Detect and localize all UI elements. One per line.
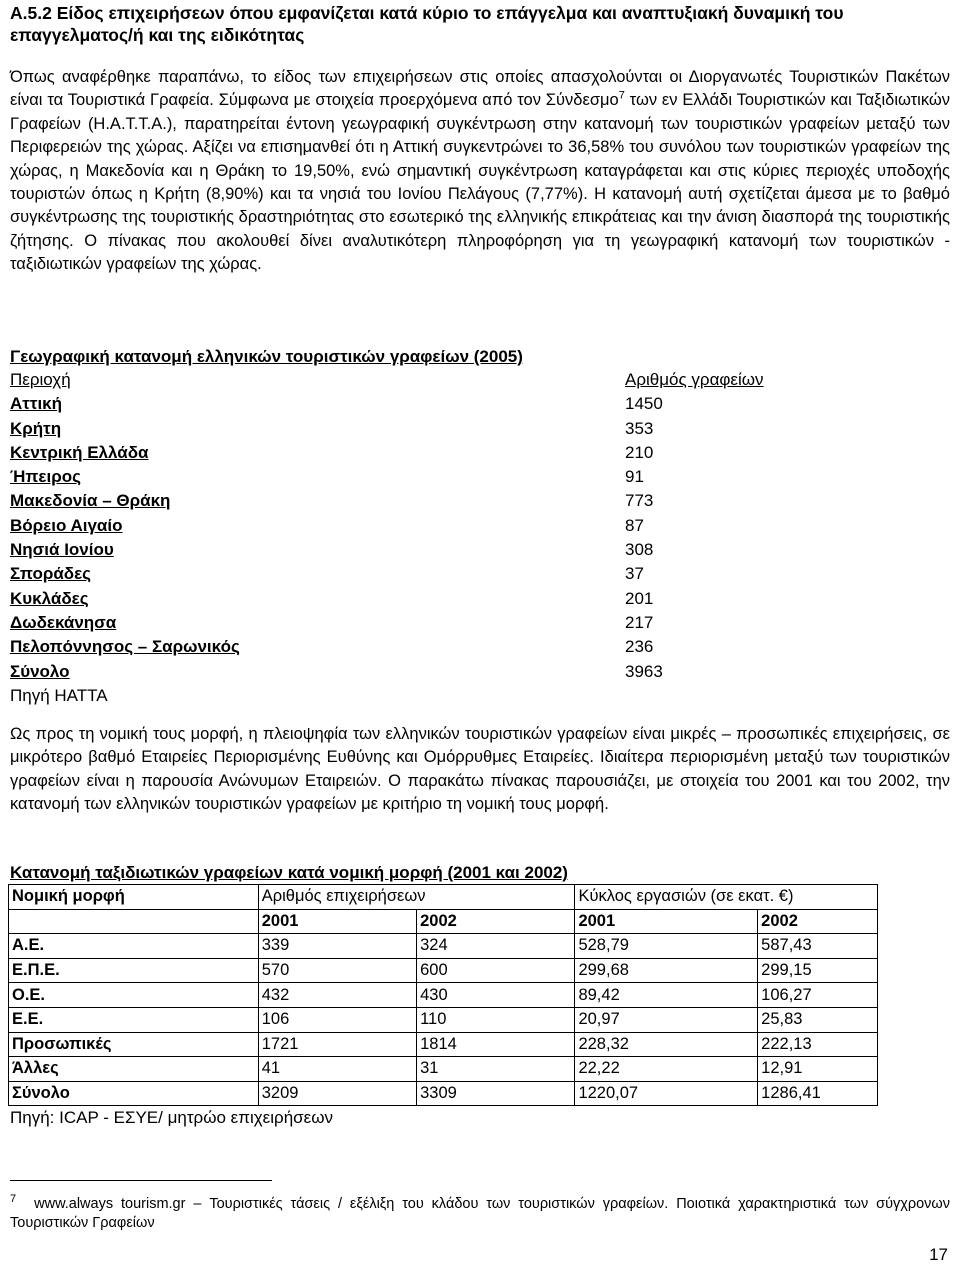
legal-form-paragraph: Ως προς τη νομική τους μορφή, η πλειοψηφία των ελληνικών τουριστικών γραφείων είναι μικρές – προσωπικές επιχειρήσεις, σε μικρότερο βαθμό Εταιρείες Περιορισμένης Ευθύνης και Ομόρρυθμες Εταιρείες. Ιδιαίτερα περιορισμένη μεταξύ των τουριστικών γραφείων είναι η παρουσία Ανώνυμων Εταιρειών. Ο παρακάτω πίνακας παρουσιάζει, με στοιχεία του 2001 και του 2002, την κατανομή των ελληνικών τουριστικών γραφείων με κριτήριο τη νομική τους μορφή. (10, 725, 950, 814)
table1-row (10, 392, 830, 416)
table1-row (10, 562, 830, 586)
table2-count-2002: 31 (417, 1057, 575, 1082)
table2-form: Ε.Π.Ε. (9, 958, 259, 983)
table2-year-turnover-2001: 2001 (575, 909, 758, 934)
table1-row (10, 489, 830, 513)
table2-year-count-2001: 2001 (258, 909, 416, 934)
table1-region: Πελοπόννησος – Σαρωνικός (10, 637, 240, 657)
table1-count: 1450 (625, 394, 663, 414)
table1-count: 3963 (625, 661, 663, 681)
table2-header-count: Αριθμός επιχειρήσεων (258, 885, 575, 910)
table2-turnover-2001: 1220,07 (575, 1081, 758, 1106)
table1-row (10, 514, 830, 538)
table2-header-turnover: Κύκλος εργασιών (σε εκατ. €) (575, 885, 878, 910)
table2-turnover-2001: 22,22 (575, 1057, 758, 1082)
table1-region: Νησιά Ιονίου (10, 540, 114, 560)
table2-count-2002: 430 (417, 983, 575, 1008)
footnote-divider (10, 1180, 272, 1181)
table2-row (9, 1007, 878, 1032)
table1-source-row (10, 684, 830, 708)
table1-region: Κυκλάδες (10, 588, 89, 608)
intro-paragraph (10, 66, 950, 277)
table2-count-2001: 570 (258, 958, 416, 983)
page-number: 17 (929, 1245, 948, 1264)
footnote-ref[interactable]: 7 (618, 89, 625, 102)
table1-region: Κεντρική Ελλάδα (10, 442, 149, 462)
table2-row (9, 1032, 878, 1057)
table2-turnover-2002: 587,43 (758, 934, 878, 959)
footnote-number: 7 (10, 1193, 17, 1205)
table1-region: Βόρειο Αιγαίο (10, 515, 123, 535)
table2-turnover-2002: 1286,41 (758, 1081, 878, 1106)
table2-header-row (9, 885, 878, 910)
table2-count-2001: 106 (258, 1007, 416, 1032)
table2-form: Ο.Ε. (9, 983, 259, 1008)
table2-source: Πηγή: ICAP - ΕΣΥΕ/ μητρώο επιχειρήσεων (10, 1108, 333, 1127)
table1-row (10, 417, 830, 441)
table2-count-2002: 1814 (417, 1032, 575, 1057)
table1-row (10, 441, 830, 465)
table2-count-2002: 324 (417, 934, 575, 959)
table1-region: Δωδεκάνησα (10, 612, 117, 632)
table2-row (9, 934, 878, 959)
table1-row (10, 635, 830, 659)
table1-count: 308 (625, 540, 654, 560)
table2-turnover-2001: 20,97 (575, 1007, 758, 1032)
table1-region: Κρήτη (10, 418, 62, 438)
table1-header-count: Αριθμός γραφείων (625, 370, 764, 389)
regional-distribution-table (10, 368, 830, 708)
table2-year-row (9, 909, 878, 934)
table1-title: Γεωγραφική κατανομή ελληνικών τουριστικών γραφείων (2005) (10, 347, 523, 366)
table2-form: Προσωπικές (9, 1032, 259, 1057)
table1-row (10, 538, 830, 562)
table1-body (10, 392, 830, 684)
table1-count: 353 (625, 418, 654, 438)
table1-region: Αττική (10, 394, 63, 414)
table2-form: Α.Ε. (9, 934, 259, 959)
table2-count-2001: 3209 (258, 1081, 416, 1106)
intro-text-start: Όπως αναφέρθηκε παραπάνω, το είδος των επιχειρήσεων στις οποίες απασχολούνται οι Διοργανωτές Τουριστικών Πακέτων είναι τα Τουριστικά Γραφεία. Σύμφωνα με στοιχεία προερχόμενα από τον Σύνδεσμο (10, 68, 950, 110)
table2-count-2001: 41 (258, 1057, 416, 1082)
table1-row (10, 611, 830, 635)
section-heading: A.5.2 Είδος επιχειρήσεων όπου εμφανίζεται κατά κύριο το επάγγελμα και αναπτυξιακή δυναμική του επαγγελματος/ή και της ειδικότητας (10, 3, 844, 45)
table2-turnover-2002: 106,27 (758, 983, 878, 1008)
table1-count: 37 (625, 564, 644, 584)
table2-header-form: Νομική μορφή (9, 885, 259, 910)
table2-form: Άλλες (9, 1057, 259, 1082)
table1-region: Σύνολο (10, 661, 70, 681)
table2-form: Ε.Ε. (9, 1007, 259, 1032)
table1-row (10, 660, 830, 684)
table2-turnover-2002: 222,13 (758, 1032, 878, 1057)
table2-form: Σύνολο (9, 1081, 259, 1106)
table2-row (9, 1057, 878, 1082)
table2-turnover-2002: 299,15 (758, 958, 878, 983)
table1-row (10, 465, 830, 489)
table1-source: Πηγή ΗΑΤΤΑ (10, 685, 108, 705)
table2-turnover-2001: 299,68 (575, 958, 758, 983)
table1-region: Ήπειρος (10, 467, 81, 487)
table2-count-2002: 3309 (417, 1081, 575, 1106)
table1-region: Σποράδες (10, 564, 92, 584)
table1-count: 201 (625, 588, 654, 608)
table2-row (9, 958, 878, 983)
table2-year-turnover-2002: 2002 (758, 909, 878, 934)
footnote-text: www.always tourism.gr – Τουριστικές τάσεις / εξέλιξη του κλάδου των τουριστικών γραφείων. Ποιοτικά χαρακτηριστικά των σύγχρονων Τουριστικών Γραφείων (10, 1195, 950, 1232)
table1-header-region: Περιοχή (10, 370, 71, 389)
table2-count-2002: 110 (417, 1007, 575, 1032)
table1-count: 773 (625, 491, 654, 511)
table2-turnover-2001: 228,32 (575, 1032, 758, 1057)
intro-text-rest: των εν Ελλάδι Τουριστικών και Ταξιδιωτικών Γραφείων (Η.Α.Τ.Τ.Α.), παρατηρείται έντονη γεωγραφική συγκέντρωση στην κατανομή των τουριστικών γραφείων μεταξύ των Περιφερειών της χώρας. Αξίζει να επισημανθεί ότι η Αττική συγκεντρώνει το 36,58% του συνόλου των τουριστικών γραφείων της χώρας, η Μακεδονία και η Θράκη το 19,50%, ενώ σημαντική συγκέντρωση καταγράφεται και στις κύριες περιοχές υποδοχής τουριστών όπως η Κρήτη (8,90%) και τα νησιά του Ιονίου Πελάγους (7,77%). Η κατανομή αυτή σχετίζεται άμεσα με το βαθμό συγκέντρωσης της τουριστικής δραστηριότητας στο εσωτερικό της ελληνικής επικράτειας και την άνιση διασπορά της τουριστικής ζήτησης. Ο πίνακας που ακολουθεί δίνει αναλυτικότερη πληροφόρηση για τη γεωγραφική κατανομή των τουριστικών - ταξιδιωτικών γραφείων της χώρας. (10, 91, 951, 274)
table1-count: 217 (625, 612, 654, 632)
table2-count-2001: 1721 (258, 1032, 416, 1057)
table1-row (10, 587, 830, 611)
table1-count: 91 (625, 467, 644, 487)
table2-count-2001: 339 (258, 934, 416, 959)
legal-form-table (8, 884, 878, 1106)
table2-count-2001: 432 (258, 983, 416, 1008)
table2-row (9, 983, 878, 1008)
table2-title: Κατανομή ταξιδιωτικών γραφείων κατά νομική μορφή (2001 και 2002) (10, 863, 568, 882)
table2-count-2002: 600 (417, 958, 575, 983)
table1-count: 87 (625, 515, 644, 535)
table1-count: 210 (625, 442, 654, 462)
footnote (10, 1190, 950, 1234)
table2-turnover-2001: 89,42 (575, 983, 758, 1008)
table2-turnover-2001: 528,79 (575, 934, 758, 959)
table2-year-count-2002: 2002 (417, 909, 575, 934)
table2-row (9, 1081, 878, 1106)
table1-header-row (10, 368, 830, 392)
table2-turnover-2002: 25,83 (758, 1007, 878, 1032)
table1-region: Μακεδονία – Θράκη (10, 491, 171, 511)
table1-count: 236 (625, 637, 654, 657)
table2-year-empty (9, 909, 259, 934)
table2-turnover-2002: 12,91 (758, 1057, 878, 1082)
